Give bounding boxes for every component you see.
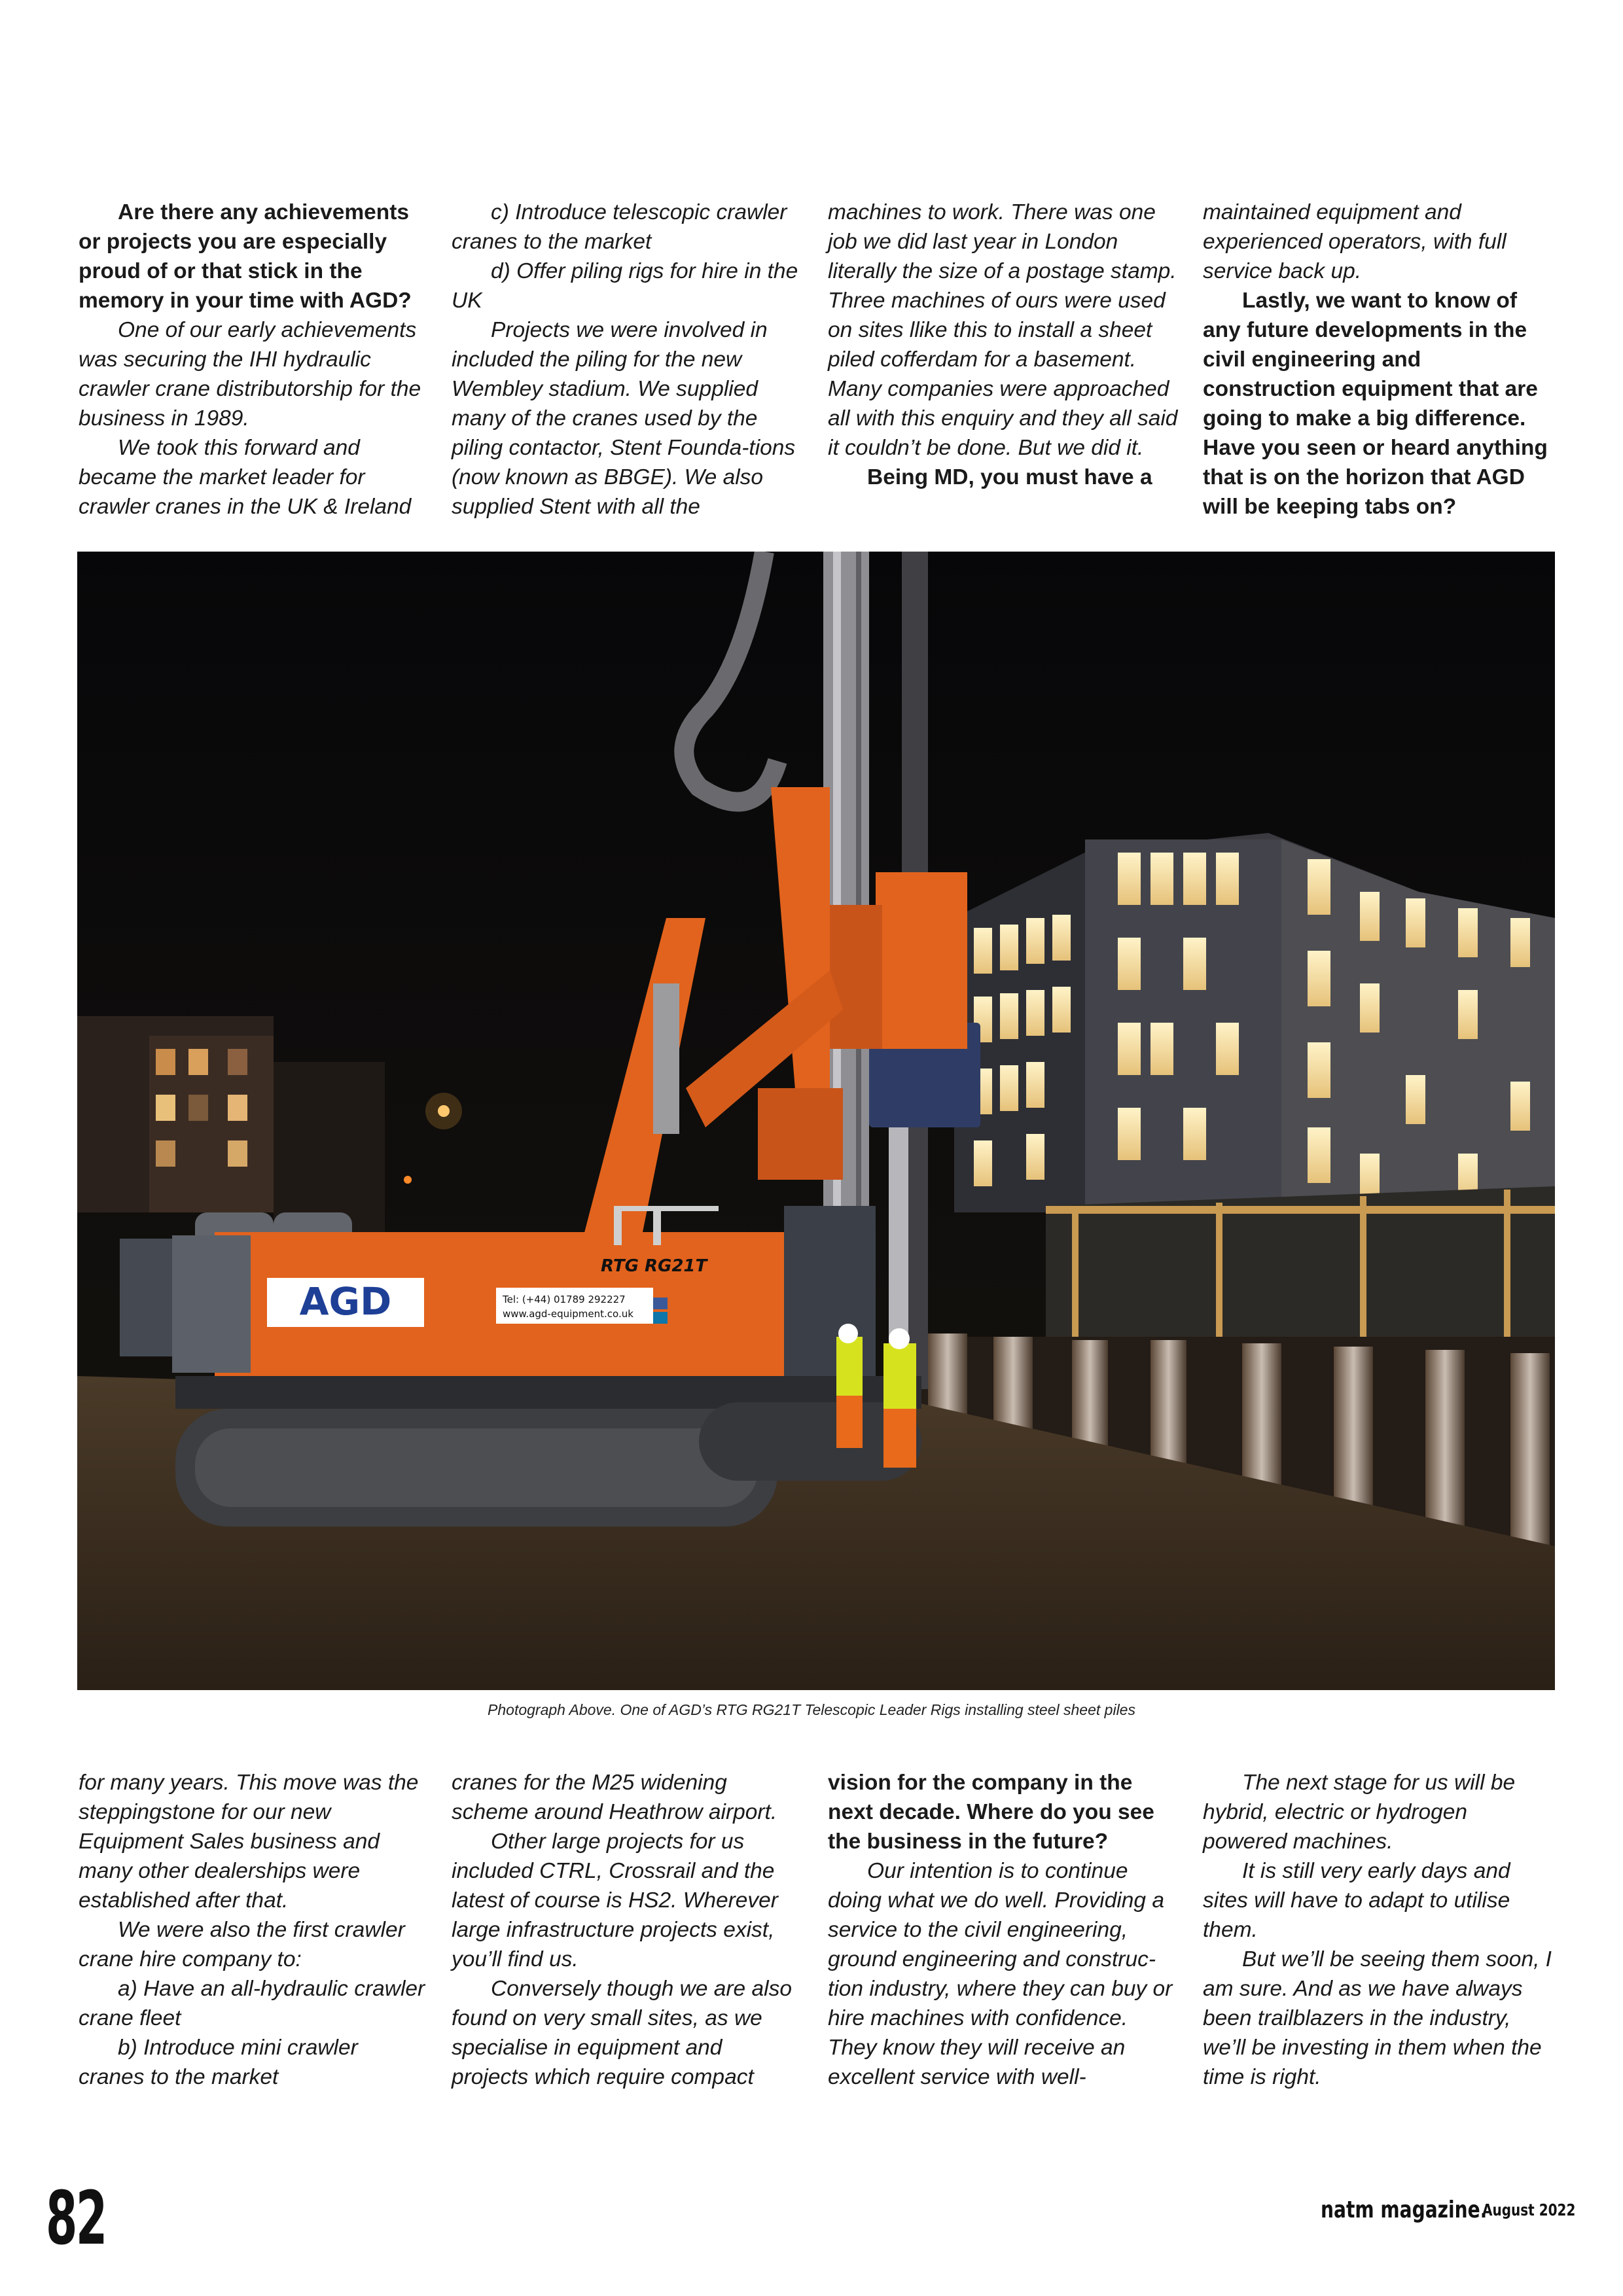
interview-question: Being MD, you must have a: [867, 465, 1152, 489]
article-column-bottom-3: [828, 1768, 1179, 2092]
rig-model-label: RTG RG21T: [601, 1256, 707, 1276]
article-column-bottom-2: [452, 1768, 802, 2092]
interview-question: vision for the company in the next decade. Where do you see the business in the future?: [828, 1771, 1154, 1854]
interview-answer: Conversely though we are also found on very small sites, as we specialise in equipment and projects which require compact: [452, 1977, 792, 2089]
interview-question: Lastly, we want to know of any future developments in the civil engineering and construction equipment that are going to make a big difference. Have you seen or heard anything that is on the horizon that AGD will be keeping tabs on?: [1203, 289, 1548, 519]
article-column-top-4: [1203, 198, 1554, 521]
article-column-bottom-4: [1203, 1768, 1554, 2092]
interview-answer: maintained equipment and experienced operators, with full service back up.: [1203, 200, 1507, 283]
article-photo: [77, 552, 1555, 1690]
interview-answer: The next stage for us will be hybrid, electric or hydrogen powered machines.: [1203, 1771, 1516, 1854]
agd-logo: AGD: [299, 1279, 392, 1324]
rig-phone: Tel: (+44) 01789 292227: [503, 1294, 626, 1305]
interview-question: Are there any achievements or projects you are especially proud of or that stick in the memory in your time with AGD?: [79, 200, 412, 313]
magazine-name: natm magazine.: [1321, 2197, 1488, 2223]
article-column-top-2: [452, 198, 802, 521]
interview-answer: a) Have an all-hydraulic crawler crane fleet: [79, 1977, 425, 2030]
interview-answer: cranes for the M25 widening scheme around Heathrow airport.: [452, 1771, 777, 1824]
interview-answer: machines to work. There was one job we did last year in London literally the size of a postage stamp. Three machines of ours were used on sites llike this to install a sheet piled cofferdam for a basement. Many companies were approached all with this enquiry and they all said it couldn’t be done. But we did it.: [828, 200, 1178, 460]
article-column-bottom-1: [79, 1768, 429, 2092]
interview-answer: d) Offer piling rigs for hire in the UK: [452, 259, 798, 313]
interview-answer: We took this forward and became the market leader for crawler cranes in the UK & Ireland: [79, 436, 412, 519]
article-column-top-3: [828, 198, 1179, 492]
interview-answer: But we’ll be seeing them soon, I am sure. And as we have always been trailblazers in the industry, we’ll be investing in them when the time is right.: [1203, 1947, 1552, 2089]
interview-answer: It is still very early days and sites will have to adapt to utilise them.: [1203, 1859, 1510, 1942]
interview-answer: One of our early achievements was securing the IHI hydraulic crawler crane distributorship for the business in 1989.: [79, 318, 421, 431]
issue-date: August 2022: [1482, 2200, 1576, 2219]
site-hoarding: [1046, 1186, 1555, 1363]
interview-answer: for many years. This move was the steppingstone for our new Equipment Sales business and many other dealerships were established after that.: [79, 1771, 419, 1913]
interview-answer: c) Introduce telescopic crawler cranes to the market: [452, 200, 787, 254]
interview-answer: Other large projects for us included CTRL, Crossrail and the latest of course is HS2. Wherever large infrastructure projects exist, you’ll find us.: [452, 1829, 778, 1971]
rig-website: www.agd-equipment.co.uk: [503, 1308, 633, 1320]
interview-answer: Projects we were involved in included the piling for the new Wembley stadium. We supplied many of the cranes used by the piling contactor, Stent Founda-tions (now known as BBGE). We also supplied Stent with all the: [452, 318, 796, 519]
interview-answer: b) Introduce mini crawler cranes to the market: [79, 2036, 358, 2089]
page-number: 82: [46, 2176, 106, 2261]
article-column-top-1: [79, 198, 429, 521]
interview-answer: We were also the first crawler crane hire company to:: [79, 1918, 405, 1971]
interview-answer: Our intention is to continue doing what we do well. Providing a service to the civil engineering, ground engineering and construc-tion industry, where they can buy or hire machines with confidence. They know they will receive an excellent service with well-: [828, 1859, 1173, 2089]
photo-caption: Photograph Above. One of AGD’s RTG RG21T Telescopic Leader Rigs installing steel sheet piles: [488, 1701, 1135, 1718]
